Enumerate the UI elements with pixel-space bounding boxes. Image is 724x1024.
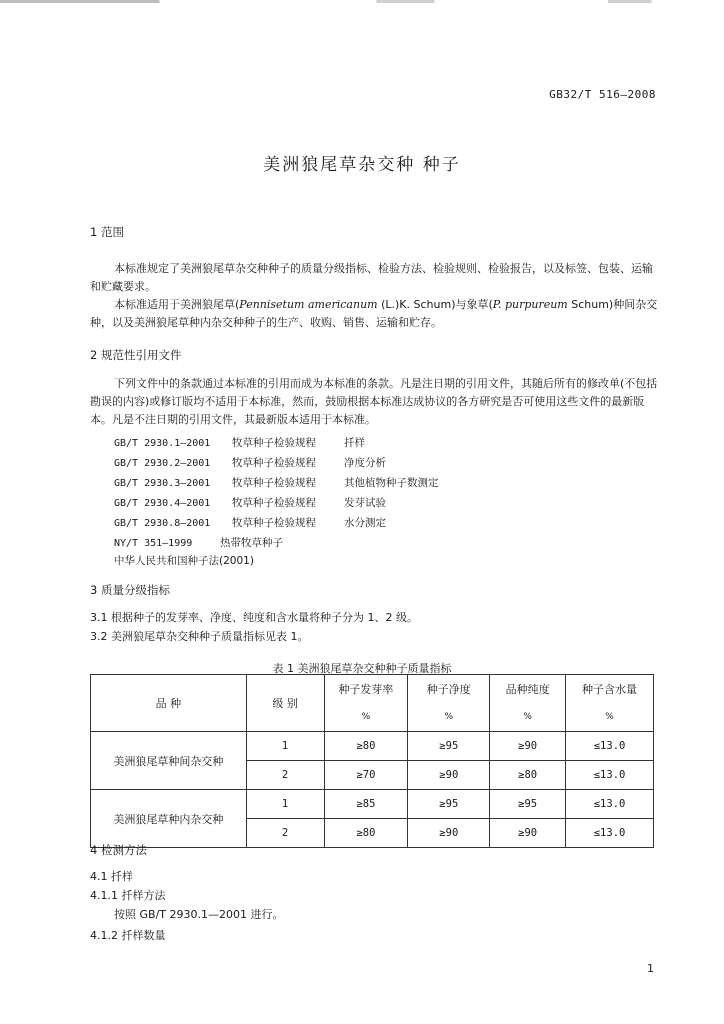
unit-percent: %: [566, 703, 654, 732]
reference-topic: 其他植物种子数测定: [344, 477, 439, 489]
section-1-paragraph-2: [90, 296, 658, 332]
purity-cell: ≥95: [408, 732, 490, 761]
germination-cell: ≥80: [324, 732, 408, 761]
reference-name: 牧草种子检验规程: [232, 517, 316, 529]
variety-cell: 美洲狼尾草种间杂交种: [91, 732, 247, 790]
section-1-paragraph-1: 本标准规定了美洲狼尾草杂交种种子的质量分级指标、检验方法、检验规则、检验报告，以及标签、包装、运输和贮藏要求。: [90, 262, 653, 293]
latin-name-pennisetum: Pennisetum americanum: [239, 298, 378, 311]
reference-line: [114, 553, 254, 568]
reference-code: GB/T 2930.2—2001: [114, 458, 211, 469]
clause-3-2: 3.2 美洲狼尾草杂交种种子质量指标见表 1。: [90, 630, 309, 643]
reference-line: [114, 455, 386, 470]
reference-name: 牧草种子检验规程: [232, 437, 316, 449]
header-variety: 品 种: [91, 675, 247, 732]
table-caption: 表 1 美洲狼尾草杂交种种子质量指标: [272, 662, 452, 675]
reference-code: NY/T 351—1999: [114, 538, 193, 549]
header-purity: 种子净度: [408, 675, 490, 704]
reference-line: [114, 475, 439, 490]
reference-line: [114, 435, 365, 450]
page-number: 1: [647, 962, 654, 975]
reference-topic: 净度分析: [344, 457, 386, 469]
section-2-paragraph: 下列文件中的条款通过本标准的引用而成为本标准的条款。凡是注日期的引用文件，其随后所有的修改单(不包括勘误的内容)或修订版均不适用于本标准，然而，鼓励根据本标准达成协议的各方研究是否可使用这些文件的最新版本。凡是不注日期的引用文件，其最新版本适用于本标准。: [90, 377, 658, 426]
clause-4-1-1: 4.1.1 扦样方法: [90, 889, 166, 902]
clause-3-1: 3.1 根据种子的发芽率、净度、纯度和含水量将种子分为 1、2 级。: [90, 611, 418, 624]
variety-cell: 美洲狼尾草种内杂交种: [91, 790, 247, 848]
reference-topic: 扦样: [344, 437, 365, 449]
table-row: [91, 732, 654, 761]
reference-code: GB/T 2930.4—2001: [114, 498, 211, 509]
unit-percent: %: [324, 703, 408, 732]
reference-line: [114, 515, 386, 530]
variety-purity-cell: ≥80: [490, 761, 566, 790]
reference-code: GB/T 2930.1—2001: [114, 438, 211, 449]
reference-line: [114, 495, 386, 510]
grade-cell: 1: [246, 732, 324, 761]
reference-name: 热带牧草种子: [220, 537, 283, 549]
latin-name-purpureum: P. purpureum: [492, 298, 568, 311]
clause-4-1: 4.1 扦样: [90, 870, 133, 883]
table-row: [91, 790, 654, 819]
reference-line: [114, 535, 283, 550]
unit-percent: %: [490, 703, 566, 732]
section-4-heading: 4 检测方法: [90, 843, 147, 857]
purity-cell: ≥90: [408, 761, 490, 790]
variety-purity-cell: ≥95: [490, 790, 566, 819]
standard-number: GB32/T 516—2008: [549, 88, 656, 101]
reference-code: GB/T 2930.8—2001: [114, 518, 211, 529]
section-1-heading: 1 范围: [90, 225, 124, 239]
header-germination: 种子发芽率: [324, 675, 408, 704]
germination-cell: ≥85: [324, 790, 408, 819]
section-2-heading: 2 规范性引用文件: [90, 348, 182, 362]
variety-purity-cell: ≥90: [490, 732, 566, 761]
grade-cell: 2: [246, 819, 324, 848]
reference-code: GB/T 2930.3—2001: [114, 478, 211, 489]
section-3-heading: 3 质量分级指标: [90, 583, 170, 597]
document-title: 美洲狼尾草杂交种 种子: [263, 155, 461, 175]
header-variety-purity: 品种纯度: [490, 675, 566, 704]
s1-p2-part-b: (L.)K. Schum)与象草(: [377, 298, 493, 311]
clause-4-1-2: 4.1.2 扦样数量: [90, 929, 166, 942]
reference-code: 中华人民共和国种子法(2001): [114, 555, 254, 567]
table-header-row: [91, 675, 654, 704]
unit-percent: %: [408, 703, 490, 732]
quality-table: [90, 674, 654, 848]
s1-p2-part-a: 本标准适用于美洲狼尾草(: [114, 298, 240, 311]
reference-topic: 水分测定: [344, 517, 386, 529]
reference-topic: 发芽试验: [344, 497, 386, 509]
reference-name: 牧草种子检验规程: [232, 457, 316, 469]
moisture-cell: ≤13.0: [566, 732, 654, 761]
purity-cell: ≥90: [408, 819, 490, 848]
moisture-cell: ≤13.0: [566, 790, 654, 819]
purity-cell: ≥95: [408, 790, 490, 819]
grade-cell: 2: [246, 761, 324, 790]
header-grade: 级 别: [246, 675, 324, 732]
reference-name: 牧草种子检验规程: [232, 477, 316, 489]
germination-cell: ≥80: [324, 819, 408, 848]
grade-cell: 1: [246, 790, 324, 819]
germination-cell: ≥70: [324, 761, 408, 790]
clause-4-1-1-text: 按照 GB/T 2930.1—2001 进行。: [114, 908, 284, 921]
reference-name: 牧草种子检验规程: [232, 497, 316, 509]
moisture-cell: ≤13.0: [566, 761, 654, 790]
variety-purity-cell: ≥90: [490, 819, 566, 848]
header-moisture: 种子含水量: [566, 675, 654, 704]
scan-header-strip: [0, 0, 724, 3]
moisture-cell: ≤13.0: [566, 819, 654, 848]
s1-p2-part-c: Schum)种间杂交种，以及美洲狼尾草种内杂交种种子的生产、收购、销售、运输和贮存。: [90, 298, 658, 329]
